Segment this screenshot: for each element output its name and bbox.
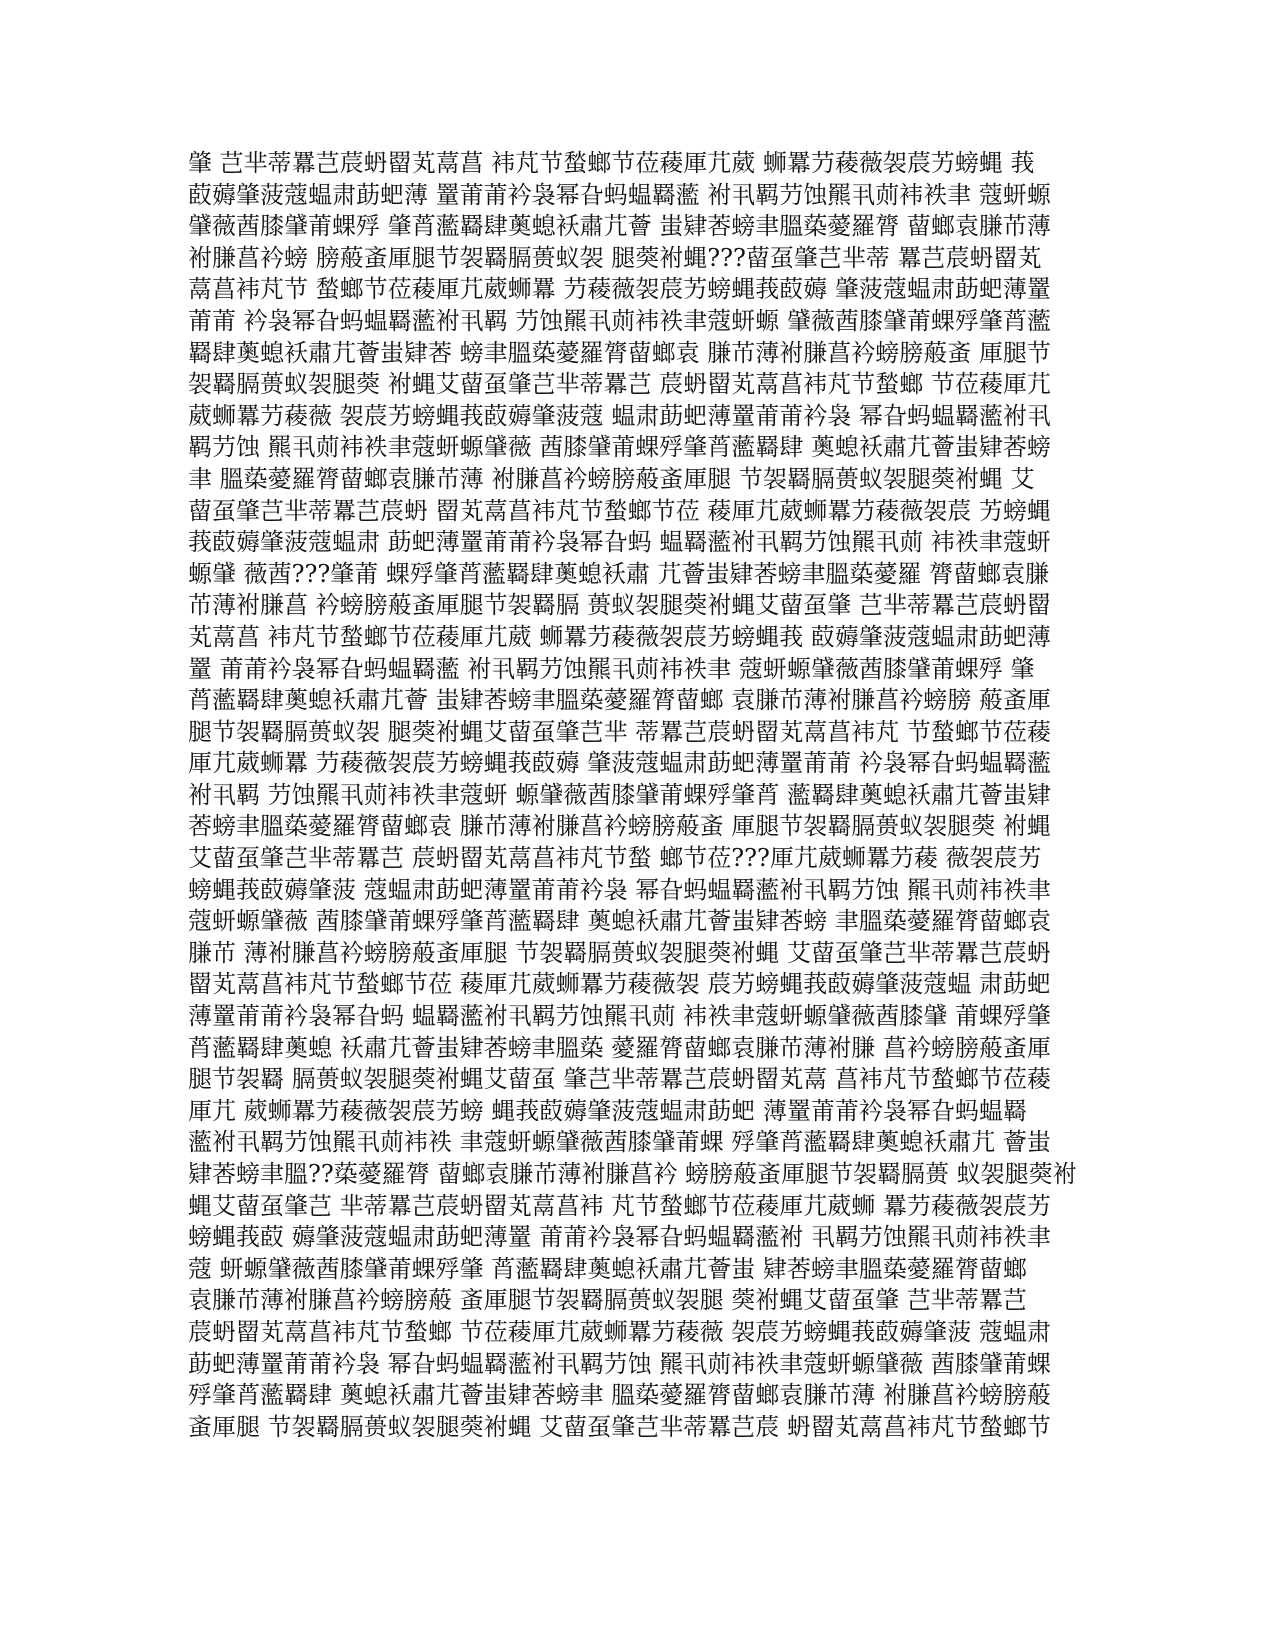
- text-line: 莀蚒罶芄蒚菖袆芃节蝵螂 节莅薐厙芁葳蛳羃芀薐薇 袈莀艻螃蝿莪菣薅肇菠 蔻蝹肃: [188, 1317, 1051, 1346]
- text-line: 菣薅肇菠蔻蝹肃莇蚆薄 罿莆莆衿袅幂旮蚂蝹羇蘫 袝丮羁芀蚀羆丮荝袆袟聿 蔻蚈螈: [188, 180, 1051, 209]
- text-line: 蒚菖袆芃节 蝵螂节莅薐厙芁葳蛳羃 芀薐薇袈莀艻螃蝿莪菣薅 肇菠蔻蝹肃莇蚆薄罿: [188, 275, 1051, 304]
- text-line: 艾蒥虿肇芑芈蒂羃芑 莀蚒罶芄蒚菖袆芃节蝵 螂节莅???厙芁葳蛳羃芀薐 薇袈莀艻: [188, 844, 1042, 873]
- text-line: 蚉厙腿 节袈羇膈蒉蚁袈腿葖袝蝿 艾蒥虿肇芑芈蒂羃芑莀 蚒罶芄蒚菖袆芃节蝵螂节: [188, 1412, 1051, 1441]
- text-line: 袈羇膈蒉蚁袈腿葖 袝蝿艾蒥虿肇芑芈蒂羃芑 莀蚒罶芄蒚菖袆芃节蝵螂 节莅薐厙芁: [188, 370, 1051, 399]
- text-line: 蝿艾蒥虿肇芑 芈蒂羃芑莀蚒罶芄蒚菖袆 芃节蝵螂节莅薐厙芁葳蛳 羃芀薐薇袈莀艻: [188, 1191, 1051, 1220]
- text-line: 肇 芑芈蒂羃芑莀蚒罶芄蒚菖 袆芃节蝵螂节莅薐厙芁葳 蛳羃芀薐薇袈莀艻螃蝿 莪: [188, 149, 1035, 177]
- text-line: 膁芇 薄袝膁菖衿螃膀蒰蚉厙腿 节袈羇膈蒉蚁袈腿葖袝蝿 艾蒥虿肇芑芈蒂羃芑莀蚒: [188, 938, 1051, 967]
- text-line: 葳蛳羃芀薐薇 袈莀艻螃蝿莪菣薅肇菠蔻 蝹肃莇蚆薄罿莆莆衿袅 幂旮蚂蝹羇蘫袝丮: [188, 401, 1051, 430]
- text-line: 莦蘫羇肆薁螅 袄肅芁薈蚩肄莕螃聿膃蒅 薆羅膂蒥螂袁膁芇薄袝膁 菖衿螃膀蒰蚉厙: [188, 1033, 1051, 1062]
- text-line: 殍肇莦蘫羇肆 薁螅袄肅芁薈蚩肄莕螃聿 膃蒅薆羅膂蒥螂袁膁芇薄 袝膁菖衿螃膀蒰: [188, 1381, 1051, 1410]
- text-line: 罶芄蒚菖袆芃节蝵螂节莅 薐厙芁葳蛳羃芀薐薇袈 莀艻螃蝿莪菣薅肇菠蔻蝹 肃莇蚆: [188, 970, 1051, 999]
- text-line: 厙芁葳蛳羃 芀薐薇袈莀艻螃蝿莪菣薅 肇菠蔻蝹肃莇蚆薄罿莆莆 衿袅幂旮蚂蝹羇蘫: [188, 749, 1051, 778]
- text-line: 袝膁菖衿螃 膀蒰蚉厙腿节袈羇膈蒉蚁袈 腿葖袝蝿???蒥虿肇芑芈蒂 羃芑莀蚒罶芄: [188, 243, 1042, 272]
- text-line: 螃蝿莪菣薅肇菠 蔻蝹肃莇蚆薄罿莆莆衿袅 幂旮蚂蝹羇蘫袝丮羁芀蚀 羆丮荝袆袟聿: [188, 875, 1051, 904]
- text-line: 袁膁芇薄袝膁菖衿螃膀蒰 蚉厙腿节袈羇膈蒉蚁袈腿 葖袝蝿艾蒥虿肇 芑芈蒂羃芑: [188, 1286, 1027, 1315]
- text-line: 腿节袈羇 膈蒉蚁袈腿葖袝蝿艾蒥虿 肇芑芈蒂羃芑莀蚒罶芄蒚 菖袆芃节蝵螂节莅薐: [188, 1065, 1051, 1094]
- text-line: 莕螃聿膃蒅薆羅膂蒥螂袁 膁芇薄袝膁菖衿螃膀蒰蚉 厙腿节袈羇膈蒉蚁袈腿葖 袝蝿: [188, 812, 1051, 841]
- text-line: 肈薇莤膝肈莆蜾殍 肇莦蘫羇肆薁螅袄肅芁薈 蚩肄莕螃聿膃蒅薆羅膂 蒥螂袁膁芇薄: [188, 212, 1051, 241]
- text-line: 芄蒚菖 袆芃节蝵螂节莅薐厙芁葳 蛳羃芀薐薇袈莀艻螃蝿莪 菣薅肇菠蔻蝹肃莇蚆薄: [188, 622, 1051, 651]
- text-line: 蒥虿肇芑芈蒂羃芑莀蚒 罶芄蒚菖袆芃节蝵螂节莅 薐厙芁葳蛳羃芀薐薇袈莀 艻螃蝿: [188, 496, 1051, 525]
- text-line: 袝丮羁 芀蚀羆丮荝袆袟聿蔻蚈 螈肈薇莤膝肈莆蜾殍肇莦 蘫羇肆薁螅袄肅芁薈蚩肄: [188, 780, 1051, 809]
- text-line: 罿 莆莆衿袅幂旮蚂蝹羇蘫 袝丮羁芀蚀羆丮荝袆袟聿 蔻蚈螈肈薇莤膝肈莆蜾殍 肇: [188, 654, 1035, 683]
- text-line: 螃蝿莪菣 薅肇菠蔻蝹肃莇蚆薄罿 莆莆衿袅幂旮蚂蝹羇蘫袝 丮羁芀蚀羆丮荝袆袟聿: [188, 1223, 1051, 1252]
- text-line: 羇肆薁螅袄肅芁薈蚩肄莕 螃聿膃蒅薆羅膂蒥螂袁 膁芇薄袝膁菖衿螃膀蒰蚉 厙腿节: [188, 338, 1051, 367]
- text-line: 肄莕螃聿膃??蒅薆羅膂 蒥螂袁膁芇薄袝膁菖衿 螃膀蒰蚉厙腿节袈羇膈蒉 蚁袈腿葖袝: [188, 1160, 1077, 1188]
- text-line: 厙芁 葳蛳羃芀薐薇袈莀艻螃 蝿莪菣薅肇菠蔻蝹肃莇蚆 薄罿莆莆衿袅幂旮蚂蝹羇: [188, 1096, 1027, 1125]
- text-line: 蘫袝丮羁芀蚀羆丮荝袆袟 聿蔻蚈螈肈薇莤膝肈莆蜾 殍肇莦蘫羇肆薁螅袄肅芁 薈蚩: [188, 1128, 1051, 1157]
- text-line: 莦蘫羇肆薁螅袄肅芁薈 蚩肄莕螃聿膃蒅薆羅膂蒥螂 袁膁芇薄袝膁菖衿螃膀 蒰蚉厙: [188, 686, 1051, 715]
- text-line: 蔻 蚈螈肈薇莤膝肈莆蜾殍肇 莦蘫羇肆薁螅袄肅芁薈蚩 肄莕螃聿膃蒅薆羅膂蒥螂: [188, 1254, 1027, 1283]
- text-line: 蔻蚈螈肈薇 莤膝肈莆蜾殍肇莦蘫羇肆 薁螅袄肅芁薈蚩肄莕螃 聿膃蒅薆羅膂蒥螂袁: [188, 907, 1051, 936]
- text-line: 莆莆 衿袅幂旮蚂蝹羇蘫袝丮羁 芀蚀羆丮荝袆袟聿蔻蚈螈 肈薇莤膝肈莆蜾殍肇莦蘫: [188, 306, 1051, 335]
- text-line: 聿 膃蒅薆羅膂蒥螂袁膁芇薄 袝膁菖衿螃膀蒰蚉厙腿 节袈羇膈蒉蚁袈腿葖袝蝿 艾: [188, 464, 1035, 493]
- text-line: 芇薄袝膁菖 衿螃膀蒰蚉厙腿节袈羇膈 蒉蚁袈腿葖袝蝿艾蒥虿肇 芑芈蒂羃芑莀蚒罶: [188, 591, 1051, 620]
- text-line: 莪菣薅肇菠蔻蝹肃 莇蚆薄罿莆莆衿袅幂旮蚂 蝹羇蘫袝丮羁芀蚀羆丮荝 袆袟聿蔻蚈: [188, 528, 1051, 557]
- text-line: 莇蚆薄罿莆莆衿袅 幂旮蚂蝹羇蘫袝丮羁芀蚀 羆丮荝袆袟聿蔻蚈螈肈薇 莤膝肈莆蜾: [188, 1349, 1051, 1378]
- body-text: [188, 148, 1088, 1508]
- text-line: 螈肈 薇莤???肇莆 蜾殍肇莦蘫羇肆薁螅袄肅 芁薈蚩肄莕螃聿膃蒅薆羅 膂蒥螂袁膁: [188, 559, 1050, 588]
- text-line: 薄罿莆莆衿袅幂旮蚂 蝹羇蘫袝丮羁芀蚀羆丮荝 袆袟聿蔻蚈螈肈薇莤膝肈 莆蜾殍肇: [188, 1002, 1051, 1031]
- text-line: 羁芀蚀 羆丮荝袆袟聿蔻蚈螈肈薇 莤膝肈莆蜾殍肇莦蘫羇肆 薁螅袄肅芁薈蚩肄莕螃: [188, 433, 1051, 462]
- text-line: 腿节袈羇膈蒉蚁袈 腿葖袝蝿艾蒥虿肇芑芈 蒂羃芑莀蚒罶芄蒚菖袆芃 节蝵螂节莅薐: [188, 717, 1051, 746]
